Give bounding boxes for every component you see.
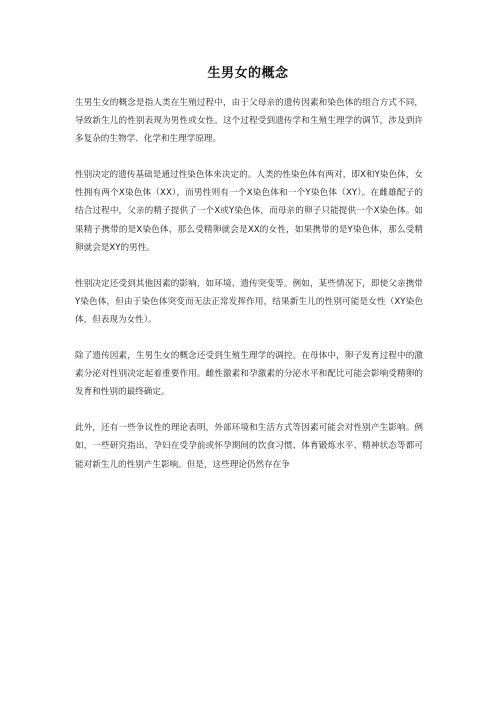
- paragraph-2: 性别决定的遗传基础是通过性染色体来决定的。人类的性染色体有两对，即X和Y染色体，女性拥有两个X染色体（XX），而男性则有一个X染色体和一个Y染色体（XY）。在雌雄配子的结合过程中，父亲的精子提供了一个X或Y染色体，而母亲的卵子只能提供一个X染色体。如果精子携带的是X染色体，那么受精卵就会是XX的女性，如果携带的是Y染色体，那么受精卵就会是XY的男性。: [75, 170, 423, 253]
- paragraph-3: 性别决定还受到其他因素的影响，如环境、遗传突变等。例如，某些情况下，即使父亲携带Y染色体，但由于染色体突变而无法正常发挥作用，结果新生儿的性别可能是女性（XY染色体，但表现为女性）。: [75, 278, 423, 325]
- document-body: [75, 94, 423, 492]
- paragraph-4: 除了遗传因素，生男生女的概念还受到生殖生理学的调控。在母体中，卵子发育过程中的激素分泌对性别决定起着重要作用。雌性激素和孕激素的分泌水平和配比可能会影响受精卵的发育和性别的最终确定。: [75, 351, 423, 398]
- paragraph-5: 此外，还有一些争议性的理论表明，外部环境和生活方式等因素可能会对性别产生影响。例如，一些研究指出，孕妇在受孕前或怀孕期间的饮食习惯、体育锻炼水平、精神状态等都可能对新生儿的性别产生影响。但是，这些理论仍然存在争: [75, 423, 423, 470]
- document-title: 生男女的概念: [207, 66, 289, 81]
- paragraph-1: 生男生女的概念是指人类在生殖过程中，由于父母亲的遗传因素和染色体的组合方式不同，导致新生儿的性别表现为男性或女性。这个过程受到遗传学和生殖生理学的调节，涉及到许多复杂的生物学、化学和生理学原理。: [75, 98, 423, 145]
